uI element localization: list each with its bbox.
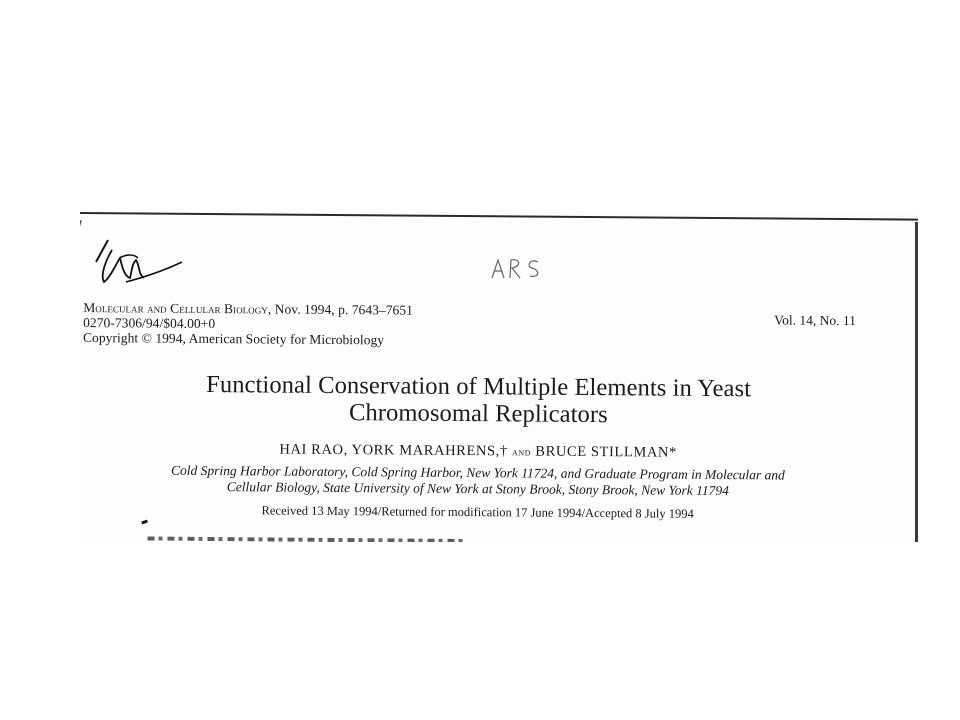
cut-off-text-line: [147, 531, 467, 542]
page-content: [80, 212, 918, 542]
citation-details: , Nov. 1994, p. 7643–7651: [267, 301, 414, 318]
article-title: [168, 371, 788, 430]
affiliation-line-2: Cellular Biology, State University of New York at Stony Brook, Stony Brook, New York 11794: [226, 479, 729, 499]
affiliation-line-1: Cold Spring Harbor Laboratory, Cold Spring Harbor, New York 11724, and Graduate Program in Molecular and: [171, 462, 785, 483]
scanned-page: [80, 212, 918, 542]
copyright-line: Copyright © 1994, American Society for Microbiology: [82, 330, 385, 348]
received-dates: Received 13 May 1994/Returned for modification 17 June 1994/Accepted 8 July 1994: [261, 503, 694, 521]
author-list: [168, 441, 788, 463]
authors-last: BRUCE STILLMAN*: [531, 443, 677, 461]
margin-mark: [141, 520, 148, 525]
title-line-1: Functional Conservation of Multiple Elements in Yeast: [206, 370, 752, 403]
authors-first: HAI RAO, YORK MARAHRENS,†: [279, 441, 513, 460]
authors-and: and: [511, 444, 532, 459]
issn-price: 0270-7306/94/$04.00+0: [83, 315, 216, 332]
title-line-2: Chromosomal Replicators: [348, 399, 608, 429]
volume-issue: Vol. 14, No. 11: [774, 312, 856, 329]
affiliation: [118, 462, 838, 500]
journal-name: Molecular and Cellular Biology: [83, 300, 268, 317]
